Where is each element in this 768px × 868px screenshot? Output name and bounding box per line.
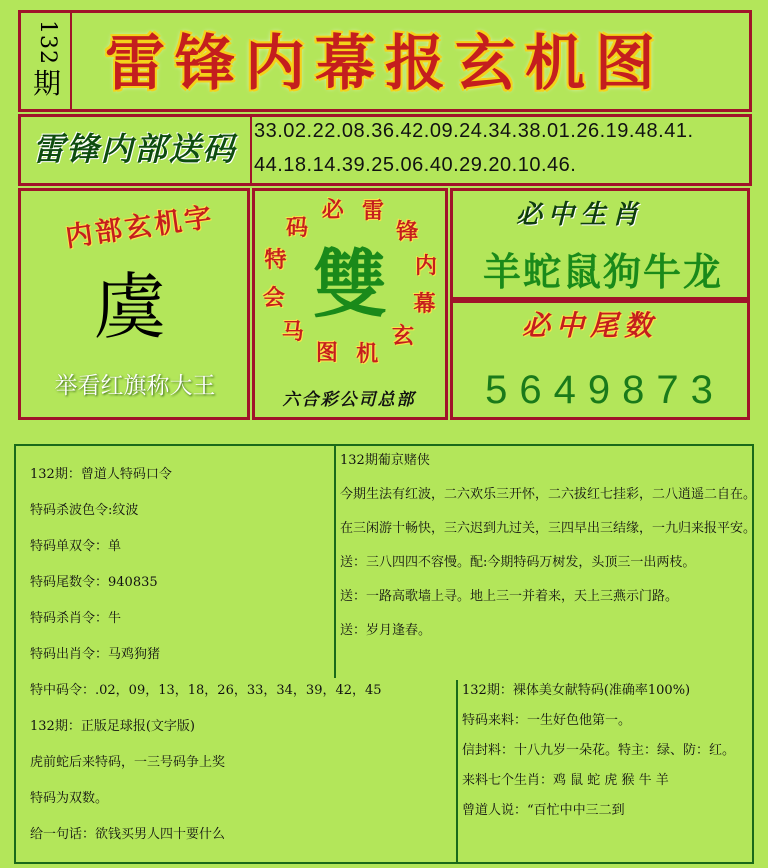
big-char: 雙 xyxy=(313,242,387,328)
codes-line-2: 44.18.14.39.25.06.40.29.20.10.46. xyxy=(254,154,577,176)
ring-char: 玄 xyxy=(391,323,414,350)
text-line: 送：一路高歌墙上寻。地上三一并着来，天上三燕示门路。 xyxy=(340,589,679,604)
ring-char: 会 xyxy=(262,285,285,312)
zodiac-value: 羊蛇鼠狗牛龙 xyxy=(482,249,723,294)
text-line: 特码杀肖令：牛 xyxy=(30,611,122,626)
insider-label: 内部玄机字 xyxy=(63,201,217,254)
text-line: 特码出肖令：马鸡狗猪 xyxy=(30,647,161,662)
ring-char: 码 xyxy=(285,214,308,241)
text-line: 特码为双数。 xyxy=(30,791,109,806)
text-line: 送：三八四四不容慢。配:今期特码万树发，头顶三一出两枝。 xyxy=(340,555,696,570)
period-label xyxy=(26,16,68,112)
ring-char: 幕 xyxy=(413,290,436,317)
text-line: 132期：曾道人特码口令 xyxy=(30,467,172,482)
tail-value: 5649873 xyxy=(485,368,725,412)
ring-char: 雷 xyxy=(362,198,385,225)
text-line: 今期生法有红波，二六欢乐三开怀，二六拔红七挂彩，二八逍遥二自在。 xyxy=(340,487,757,502)
text-line: 来料七个生肖：鸡 鼠 蛇 虎 猴 牛 羊 xyxy=(462,773,669,788)
codes-divider xyxy=(250,114,252,186)
text-line: 特码尾数令：940835 xyxy=(30,575,158,590)
text-line: 特码杀波色令:纹波 xyxy=(30,503,139,518)
ring-char: 图 xyxy=(315,339,338,366)
text-line: 虎前蛇后来特码，一三号码争上奖 xyxy=(30,755,226,770)
ring-char: 特 xyxy=(264,247,287,274)
text-line: 信封料：十八九岁一朵花。特主：绿、防：红。 xyxy=(462,743,736,758)
text-line: 132期：裸体美女献特码(准确率100%) xyxy=(462,683,691,698)
text-line: 特码来料：一生好色他第一。 xyxy=(462,713,632,728)
period-divider xyxy=(70,10,72,112)
ring-char: 锋 xyxy=(396,218,419,245)
text-line: 送：岁月逢春。 xyxy=(340,623,432,638)
page-title: 雷锋内幕报玄机图 xyxy=(105,29,665,99)
slogan: 举看红旗称大王 xyxy=(54,373,216,399)
period-suffix: 期 xyxy=(32,67,61,100)
text-line: 特码单双令：单 xyxy=(30,539,122,554)
codes-line-1: 33.02.22.08.36.42.09.24.34.38.01.26.19.48.41. xyxy=(254,120,694,142)
tail-label: 必中尾数 xyxy=(521,309,658,342)
insider-char: 虞 xyxy=(93,265,166,349)
zodiac-label: 必中生肖 xyxy=(515,200,644,230)
text-line: 在三闲游十畅快，三六迟到九过关，三四早出三结缘，一九归来报平安。 xyxy=(340,521,757,536)
text-line: 132期葡京赌侠 xyxy=(340,453,430,468)
ring-char: 必 xyxy=(321,196,344,223)
bottom-divider-vertical-2 xyxy=(456,680,458,862)
ring-char: 内 xyxy=(415,252,438,279)
text-line: 曾道人说：“百忙中中三二到 xyxy=(462,803,625,818)
ring-char: 马 xyxy=(281,319,304,346)
text-line: 特中码令：.02，09，13，18，26，33，34，39，42，45 xyxy=(30,683,382,698)
codes-label: 雷锋内部送码 xyxy=(32,130,237,168)
bottom-divider-vertical xyxy=(334,446,336,678)
company-label: 六合彩公司总部 xyxy=(282,390,416,410)
text-line: 给一句话：欲钱买男人四十要什么 xyxy=(30,827,226,842)
text-line: 132期：正版足球报(文字版) xyxy=(30,719,195,734)
period-number: 132 xyxy=(35,19,60,65)
ring-char: 机 xyxy=(356,341,379,368)
